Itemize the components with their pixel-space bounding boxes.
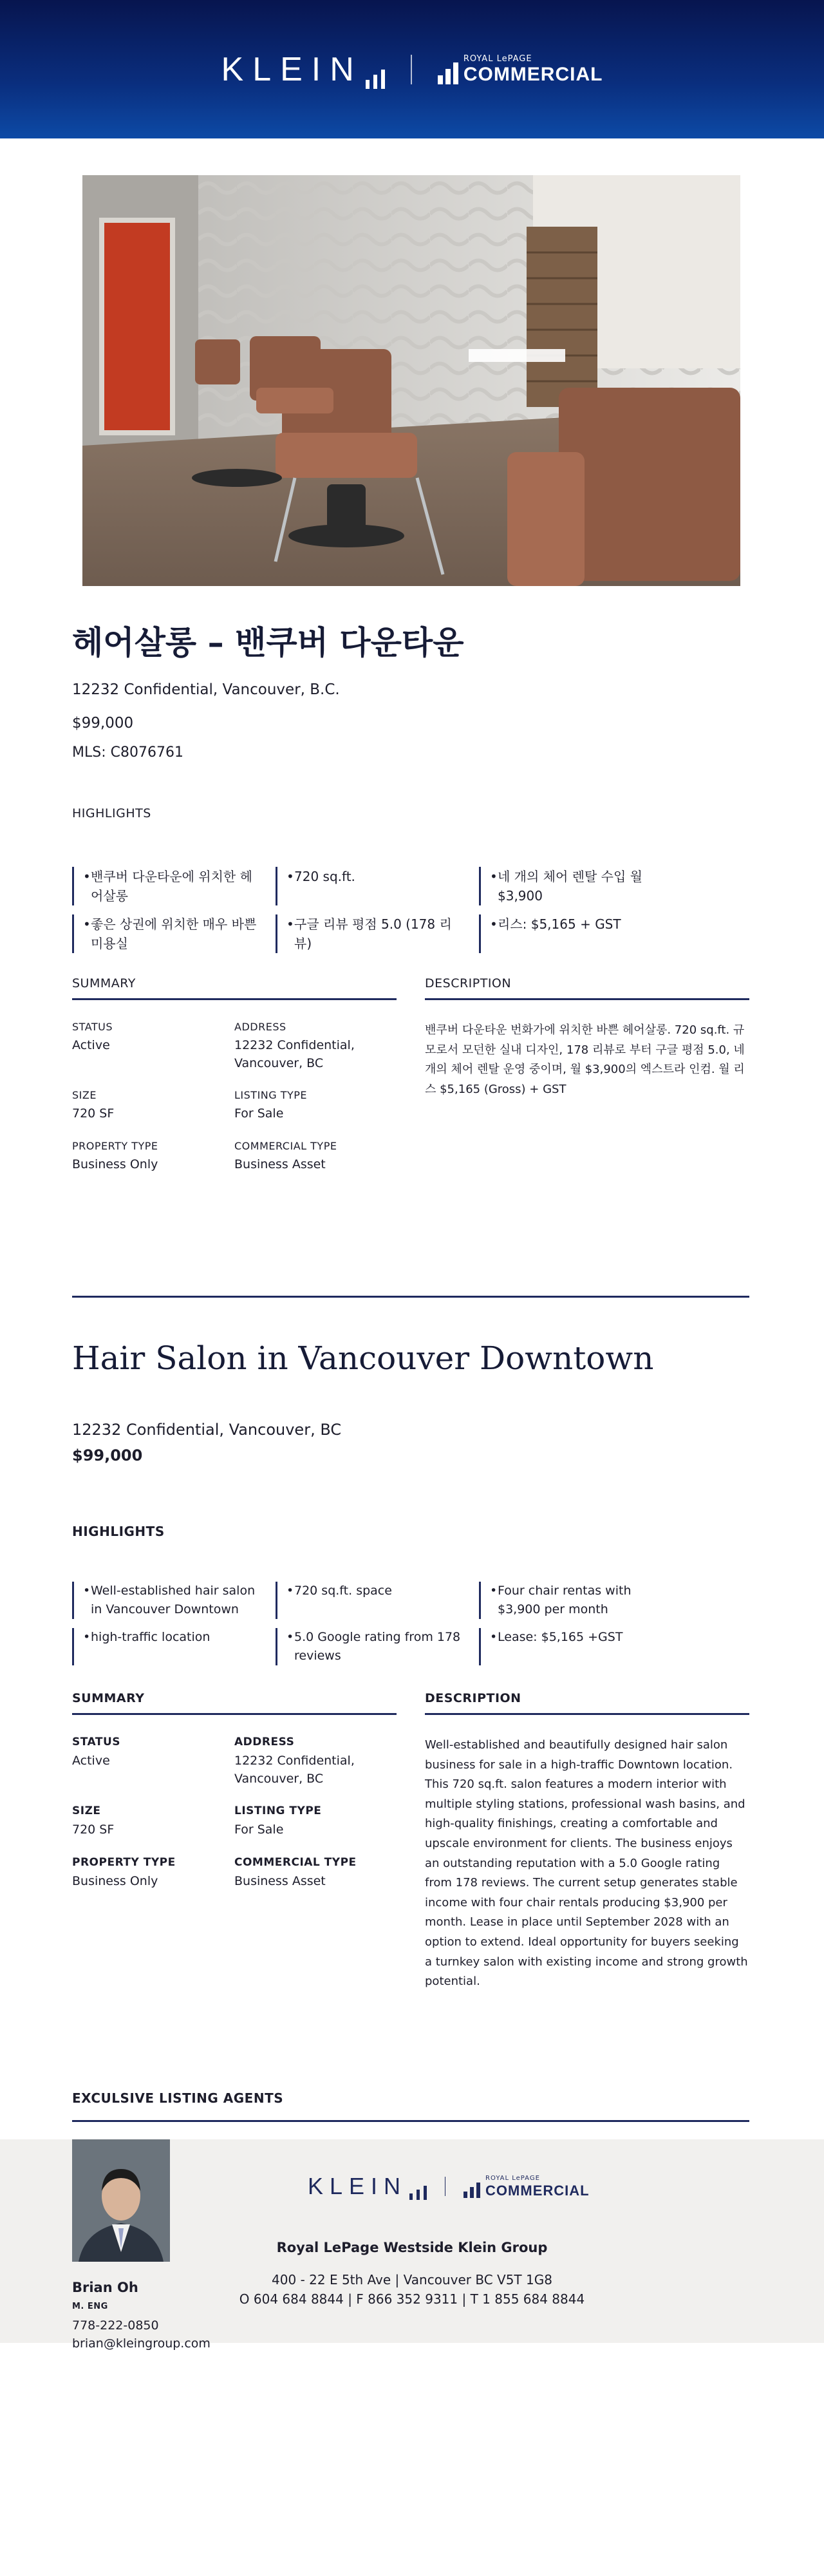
highlight-item: • Lease: $5,165 +GST	[479, 1628, 682, 1665]
fact-label: ADDRESS	[234, 1736, 295, 1748]
listing-address-en: 12232 Confidential, Vancouver, BC	[72, 1421, 342, 1439]
office-name: Royal LePage Westside Klein Group	[276, 2240, 548, 2255]
klein-logo	[308, 2173, 427, 2200]
header-banner	[0, 0, 824, 138]
brand-logos	[221, 50, 603, 89]
fact-label: LISTING TYPE	[234, 1804, 322, 1818]
listing-price-ko: $99,000	[72, 715, 134, 732]
summary-heading-ko: SUMMARY	[72, 976, 397, 1000]
description-section-ko	[425, 976, 749, 1099]
fact-value: 12232 Confidential, Vancouver, BC	[234, 1754, 355, 1786]
agent-credential: M. ENG	[72, 2302, 108, 2311]
highlight-item: • 5.0 Google rating from 178 reviews	[276, 1628, 479, 1665]
fact-label: ADDRESS	[234, 1021, 286, 1033]
fact-value: For Sale	[234, 1106, 284, 1121]
listing-address-ko: 12232 Confidential, Vancouver, B.C.	[72, 681, 340, 698]
description-section-en	[425, 1691, 749, 1992]
fact-address	[234, 1736, 397, 1788]
partner-big-text: COMMERCIAL	[463, 63, 603, 85]
highlight-item: • 밴쿠버 다운타운에 위치한 헤어살롱	[72, 867, 276, 905]
fact-value: Active	[72, 1754, 110, 1768]
fact-label: STATUS	[72, 1736, 121, 1748]
fact-value: Business Only	[72, 1157, 158, 1171]
royal-lepage-bars-icon	[438, 62, 458, 84]
salon-interior-illustration	[82, 175, 740, 586]
description-text-ko: 밴쿠버 다운타운 번화가에 위치한 바쁜 헤어살롱. 720 sq.ft. 규모로서 모던한 실내 디자인, 178 리뷰로 부터 구글 평점 5.0, 네개의 체어 렌탈 운영 중이며, 월 $3,900의 엑스트라 인컴. 월 리스 $5,165 (Gross) + GST	[425, 1023, 745, 1096]
agents-divider	[72, 2120, 749, 2122]
fact-value: Active	[72, 1038, 110, 1052]
summary-heading-en: SUMMARY	[72, 1691, 397, 1715]
partner-small-text: ROYAL LePAGE	[485, 2174, 540, 2182]
office-address: 400 - 22 E 5th Ave | Vancouver BC V5T 1G8	[272, 2272, 552, 2287]
highlight-item: • Well-established hair salon in Vancouver Downtown	[72, 1582, 276, 1619]
logo-divider	[411, 55, 412, 84]
summary-section-ko	[72, 976, 397, 1173]
listing-title-ko: 헤어살롱 – 밴쿠버 다운타운	[72, 624, 464, 661]
klein-bars-icon	[409, 2181, 427, 2200]
highlights-list-ko	[72, 867, 749, 953]
partner-big-text: COMMERCIAL	[485, 2182, 590, 2199]
section-divider	[72, 1296, 749, 1298]
fact-label: LISTING TYPE	[234, 1089, 308, 1102]
fact-value: Business Asset	[234, 1873, 326, 1888]
fact-value: For Sale	[234, 1823, 284, 1837]
fact-value: 720 SF	[72, 1823, 115, 1837]
fact-label: PROPERTY TYPE	[72, 1855, 176, 1869]
fact-label: COMMERCIAL TYPE	[234, 1139, 337, 1152]
listing-title-en: Hair Salon in Vancouver Downtown	[72, 1340, 654, 1377]
fact-value: Business Asset	[234, 1157, 326, 1171]
listing-price-en: $99,000	[72, 1446, 143, 1464]
highlight-item: • 720 sq.ft.	[276, 867, 479, 905]
fact-address	[234, 1021, 397, 1072]
description-heading-ko: DESCRIPTION	[425, 976, 749, 1000]
summary-facts-en	[72, 1736, 397, 1890]
fact-listing-type	[234, 1804, 397, 1839]
partner-small-text: ROYAL LePAGE	[463, 53, 532, 64]
summary-facts-ko	[72, 1021, 397, 1173]
fact-value: 720 SF	[72, 1106, 115, 1121]
highlight-item: • 리스: $5,165 + GST	[479, 914, 682, 953]
salon-photo	[82, 175, 740, 586]
footer-brand-logos	[308, 2173, 590, 2200]
fact-size	[72, 1089, 234, 1123]
fact-label: STATUS	[72, 1021, 113, 1033]
fact-property-type	[72, 1856, 234, 1891]
klein-bars-icon	[366, 70, 385, 89]
highlights-list-en	[72, 1582, 749, 1665]
royal-lepage-commercial-logo	[464, 2175, 590, 2198]
highlight-item: • 네 개의 체어 렌탈 수입 월 $3,900	[479, 867, 682, 905]
royal-lepage-commercial-logo	[438, 55, 603, 84]
summary-section-en	[72, 1691, 397, 1890]
highlight-item: • high-traffic location	[72, 1628, 276, 1665]
agent-name: Brian Oh	[72, 2280, 138, 2295]
office-phones: O 604 684 8844 | F 866 352 9311 | T 1 855 684 8844	[239, 2291, 585, 2307]
fact-value: 12232 Confidential, Vancouver, BC	[234, 1038, 355, 1070]
fact-listing-type	[234, 1089, 397, 1123]
agent-phone[interactable]: 778-222-0850	[72, 2318, 159, 2333]
fact-commercial-type	[234, 1856, 397, 1891]
fact-label: SIZE	[72, 1804, 101, 1818]
fact-status	[72, 1736, 234, 1788]
fact-status	[72, 1021, 234, 1072]
highlights-heading-ko: HIGHLIGHTS	[72, 806, 151, 820]
fact-property-type	[72, 1140, 234, 1174]
klein-wordmark: KLEIN	[308, 2173, 407, 2199]
agents-heading: EXCULSIVE LISTING AGENTS	[72, 2090, 284, 2106]
highlight-item: • 좋은 상권에 위치한 매우 바쁜 미용실	[72, 914, 276, 953]
listing-mls-ko: MLS: C8076761	[72, 744, 183, 761]
klein-logo	[221, 50, 385, 89]
agent-email[interactable]: brian@kleingroup.com	[72, 2336, 211, 2351]
fact-size	[72, 1804, 234, 1839]
description-heading-en: DESCRIPTION	[425, 1691, 749, 1715]
highlight-item: • 구글 리뷰 평점 5.0 (178 리뷰)	[276, 914, 479, 953]
highlight-item: • Four chair rentas with $3,900 per month	[479, 1582, 682, 1619]
fact-label: PROPERTY TYPE	[72, 1139, 158, 1152]
highlights-heading-en: HIGHLIGHTS	[72, 1524, 165, 1539]
fact-label: COMMERCIAL TYPE	[234, 1855, 357, 1869]
royal-lepage-bars-icon	[464, 2183, 480, 2198]
fact-value: Business Only	[72, 1873, 158, 1888]
description-text-en: Well-established and beautifully designed hair salon business for sale in a high-traffic Downtown location. This 720 sq.ft. salon features a modern interior with multiple styling stations, professional wash basins, and high-quality finishings, creating a comfortable and upscale environment for clients. The business enjoys an outstanding reputation with a 5.0 Google rating from 178 reviews. The current setup generates stable income with four chair rentals producing $3,900 per month. Lease in place until September 2028 with an option to extend. Ideal opportunity for buyers seeking a turnkey salon with existing income and strong growth potential.	[425, 1738, 748, 1989]
klein-wordmark: KLEIN	[221, 50, 363, 88]
highlight-item: • 720 sq.ft. space	[276, 1582, 479, 1619]
fact-label: SIZE	[72, 1089, 97, 1102]
fact-commercial-type	[234, 1140, 397, 1174]
